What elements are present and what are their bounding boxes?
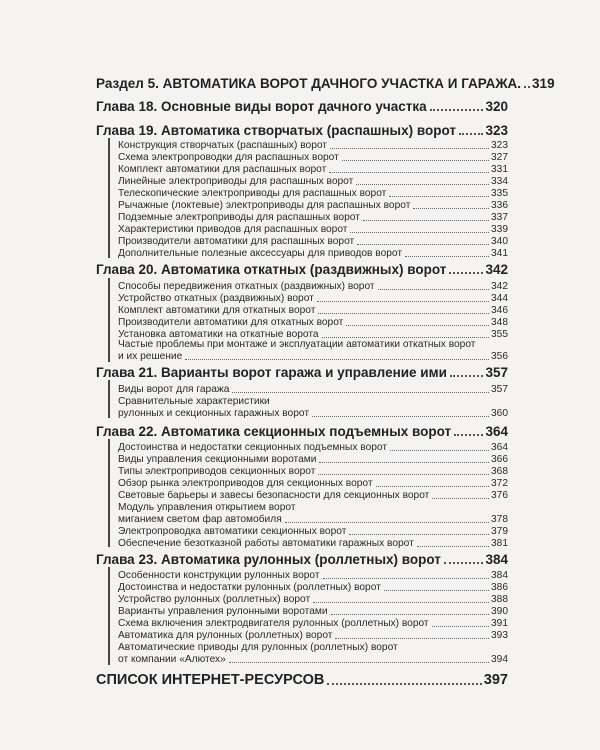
dot-leader xyxy=(335,638,489,639)
toc-entry-page: 388 xyxy=(491,594,508,605)
toc-section-5 xyxy=(96,76,555,91)
toc-entry xyxy=(118,594,508,605)
toc-entry xyxy=(118,200,508,211)
dot-leader xyxy=(342,160,489,161)
toc-entry-title: рулонных и секционных гаражных ворот xyxy=(118,408,309,419)
toc-entry-page: 393 xyxy=(491,630,508,641)
toc-page: 397 xyxy=(483,672,508,688)
dot-leader xyxy=(350,232,489,233)
toc-entry xyxy=(118,490,508,501)
toc-entry-title: Телескопические электроприводы для распашных ворот xyxy=(118,188,387,199)
toc-entry-page: 331 xyxy=(491,164,508,175)
dot-leader xyxy=(378,289,489,290)
toc-entry-page: 340 xyxy=(491,236,508,247)
toc-entry-page: 368 xyxy=(491,466,508,477)
toc-entry-page: 334 xyxy=(491,176,508,187)
toc-entry-page: 327 xyxy=(491,152,508,163)
toc-title: Глава 18. Основные виды ворот дачного участка xyxy=(96,99,427,114)
toc-entry-title: Обеспечение безотказной работы автоматики гаражных ворот xyxy=(118,538,414,549)
toc-title: Глава 19. Автоматика створчатых (распашных) ворот xyxy=(96,123,456,138)
toc-entry xyxy=(118,618,508,629)
toc-page: 323 xyxy=(485,123,508,138)
dot-leader xyxy=(318,313,489,314)
toc-entry-page: 339 xyxy=(491,224,508,235)
toc-title: Глава 22. Автоматика секционных подъемных ворот xyxy=(96,424,452,439)
chapter-bar xyxy=(108,138,110,258)
toc-chapter-18 xyxy=(96,99,508,114)
toc-entry xyxy=(118,248,508,259)
toc-entry-page: 348 xyxy=(491,317,508,328)
toc-entry xyxy=(118,351,508,362)
dot-leader xyxy=(229,662,489,663)
toc-entry xyxy=(118,224,508,235)
dot-leader xyxy=(450,375,484,377)
toc-entry-page: 390 xyxy=(491,606,508,617)
toc-entry-page: 379 xyxy=(491,526,508,537)
dot-leader xyxy=(524,86,530,88)
dot-leader xyxy=(329,172,489,173)
toc-entry-title: Подземные электроприводы для распашных ворот xyxy=(118,212,360,223)
dot-leader xyxy=(323,578,489,579)
toc-entry-multiline-first: Сравнительные характеристики xyxy=(118,396,270,407)
toc-entry xyxy=(118,317,508,328)
toc-entry-title: Схема включения электродвигателя рулонных (роллетных) ворот xyxy=(118,618,429,629)
dot-leader xyxy=(285,522,489,523)
dot-leader xyxy=(185,359,489,360)
toc-entry-title: Виды управления секционными воротами xyxy=(118,454,317,465)
toc-entry-title: Световые барьеры и завесы безопасности для секционных ворот xyxy=(118,490,430,501)
toc-entry-page: 355 xyxy=(491,329,508,340)
toc-entry xyxy=(118,188,508,199)
toc-entry-title: Устройство откатных (раздвижных) ворот xyxy=(118,293,314,304)
dot-leader xyxy=(327,683,481,685)
toc-entry-page: 386 xyxy=(491,582,508,593)
toc-page: 364 xyxy=(485,424,508,439)
toc-entry-title: Достоинства и недостатки рулонных (роллетных) ворот xyxy=(118,582,381,593)
toc-entry-page: 378 xyxy=(491,514,508,525)
toc-entry-page: 372 xyxy=(491,478,508,489)
toc-entry-page: 344 xyxy=(491,293,508,304)
toc-entry-page: 364 xyxy=(491,442,508,453)
toc-entry-multiline-first: Частые проблемы при монтаже и эксплуатации автоматики откатных ворот xyxy=(118,339,476,350)
dot-leader xyxy=(376,486,489,487)
toc-chapter-19 xyxy=(96,123,508,138)
toc-resources xyxy=(96,672,508,688)
toc-entry-page: 337 xyxy=(491,212,508,223)
toc-entry xyxy=(118,281,508,292)
toc-entry-title: Автоматика для рулонных (роллетных) ворот xyxy=(118,630,333,641)
dot-leader xyxy=(405,256,489,257)
toc-chapter-23 xyxy=(96,552,508,567)
chapter-bar xyxy=(108,567,110,665)
dot-leader xyxy=(313,602,489,603)
toc-entry-title: Рычажные (локтевые) электроприводы для распашных ворот xyxy=(118,200,411,211)
toc-entry xyxy=(118,305,508,316)
toc-chapter-21 xyxy=(96,365,508,380)
toc-entry-title: Особенности конструкции рулонных ворот xyxy=(118,570,320,581)
toc-entry xyxy=(118,570,508,581)
dot-leader xyxy=(459,133,484,135)
toc-entry xyxy=(118,466,508,477)
dot-leader xyxy=(384,590,489,591)
toc-entry xyxy=(118,164,508,175)
dot-leader xyxy=(390,450,489,451)
toc-entry-page: 384 xyxy=(491,570,508,581)
toc-entry-page: 394 xyxy=(491,654,508,665)
toc-entry xyxy=(118,630,508,641)
chapter-bar xyxy=(108,380,110,418)
toc-entry xyxy=(118,408,508,419)
toc-page: 357 xyxy=(485,365,508,380)
toc-page: 319 xyxy=(532,76,555,91)
toc-entry-page: 357 xyxy=(491,384,508,395)
toc-entry xyxy=(118,152,508,163)
toc-entry xyxy=(118,442,508,453)
toc-title: Глава 23. Автоматика рулонных (роллетных) ворот xyxy=(96,552,441,567)
toc-entry xyxy=(118,454,508,465)
dot-leader xyxy=(444,562,484,564)
toc-entry xyxy=(118,176,508,187)
toc-entry xyxy=(118,538,508,549)
dot-leader xyxy=(349,534,489,535)
toc-entry-title: от компании «Алютех» xyxy=(118,654,226,665)
toc-title: СПИСОК ИНТЕРНЕТ-РЕСУРСОВ xyxy=(96,672,325,688)
toc-title: Раздел 5. АВТОМАТИКА ВОРОТ ДАЧНОГО УЧАСТКА И ГАРАЖА. xyxy=(96,76,522,91)
toc-entry-title: Линейные электроприводы для распашных ворот xyxy=(118,176,354,187)
toc-entry-title: Схема электропроводки для распашных ворот xyxy=(118,152,339,163)
toc-entry-page: 341 xyxy=(491,248,508,259)
dot-leader xyxy=(322,337,489,338)
dot-leader xyxy=(232,392,489,393)
toc-entry xyxy=(118,384,508,395)
dot-leader xyxy=(389,196,489,197)
dot-leader xyxy=(363,220,489,221)
toc-entry-multiline-first: Модуль управления открытием ворот xyxy=(118,502,296,513)
dot-leader xyxy=(319,462,489,463)
toc-entry-title: Дополнительные полезные аксессуары для приводов ворот xyxy=(118,248,403,259)
toc-entry-title: Характеристики приводов для распашных ворот xyxy=(118,224,348,235)
toc-entry-title: Конструкция створчатых (распашных) ворот xyxy=(118,140,327,151)
dot-leader xyxy=(357,244,489,245)
toc-entry xyxy=(118,293,508,304)
toc-entry-page: 335 xyxy=(491,188,508,199)
dot-leader xyxy=(312,416,489,417)
toc-entry xyxy=(118,478,508,489)
dot-leader xyxy=(317,301,489,302)
toc-entry-title: миганием светом фар автомобиля xyxy=(118,514,282,525)
toc-entry-page: 381 xyxy=(491,538,508,549)
dot-leader xyxy=(318,474,489,475)
toc-entry xyxy=(118,606,508,617)
dot-leader xyxy=(330,148,489,149)
toc-entry xyxy=(118,140,508,151)
dot-leader xyxy=(417,546,489,547)
toc-chapter-20 xyxy=(96,262,508,277)
toc-chapter-22 xyxy=(96,424,508,439)
toc-title: Глава 20. Автоматика откатных (раздвижных) ворот xyxy=(96,262,447,277)
toc-entry-page: 336 xyxy=(491,200,508,211)
toc-entry-title: Достоинства и недостатки секционных подъемных ворот xyxy=(118,442,388,453)
dot-leader xyxy=(454,434,483,436)
dot-leader xyxy=(432,626,489,627)
toc-entry-page: 366 xyxy=(491,454,508,465)
chapter-bar xyxy=(108,278,110,362)
toc-entry-page: 356 xyxy=(491,351,508,362)
toc-entry-title: Комплект автоматики для распашных ворот xyxy=(118,164,327,175)
dot-leader xyxy=(430,109,484,111)
toc-entry-title: Виды ворот для гаража xyxy=(118,384,230,395)
toc-entry xyxy=(118,514,508,525)
toc-entry-title: и их решение xyxy=(118,351,183,362)
toc-title: Глава 21. Варианты ворот гаража и управление ими xyxy=(96,365,447,380)
toc-entry-title: Комплект автоматики для откатных ворот xyxy=(118,305,316,316)
toc-page: 342 xyxy=(485,262,508,277)
toc-page: 384 xyxy=(485,552,508,567)
toc-page: 320 xyxy=(485,99,508,114)
toc-entry-title: Обзор рынка электроприводов для секционных ворот xyxy=(118,478,373,489)
toc-entry-title: Способы передвижения откатных (раздвижных) ворот xyxy=(118,281,375,292)
toc-entry-title: Установка автоматики на откатные ворота xyxy=(118,329,319,340)
dot-leader xyxy=(331,614,489,615)
toc-entry-title: Электропроводка автоматики секционных ворот xyxy=(118,526,347,537)
dot-leader xyxy=(346,325,489,326)
dot-leader xyxy=(413,208,489,209)
toc-entry-page: 376 xyxy=(491,490,508,501)
toc-entry xyxy=(118,582,508,593)
toc-entry-multiline-first: Автоматические приводы для рулонных (роллетных) ворот xyxy=(118,642,398,653)
toc-entry-page: 360 xyxy=(491,408,508,419)
toc-entry-title: Типы электроприводов секционных ворот xyxy=(118,466,316,477)
dot-leader xyxy=(449,272,483,274)
dot-leader xyxy=(432,498,489,499)
toc-entry xyxy=(118,654,508,665)
toc-entry-title: Варианты управления рулонными воротами xyxy=(118,606,328,617)
toc-entry xyxy=(118,236,508,247)
toc-entry-page: 342 xyxy=(491,281,508,292)
toc-entry-title: Производители автоматики для откатных ворот xyxy=(118,317,344,328)
toc-entry-title: Устройство рулонных (роллетных) ворот xyxy=(118,594,311,605)
toc-entry-title: Производители автоматики для распашных ворот xyxy=(118,236,355,247)
toc-entry-page: 323 xyxy=(491,140,508,151)
chapter-bar xyxy=(108,439,110,547)
dot-leader xyxy=(356,184,489,185)
toc-entry-page: 391 xyxy=(491,618,508,629)
toc-entry xyxy=(118,212,508,223)
toc-entry xyxy=(118,526,508,537)
toc-entry-page: 346 xyxy=(491,305,508,316)
